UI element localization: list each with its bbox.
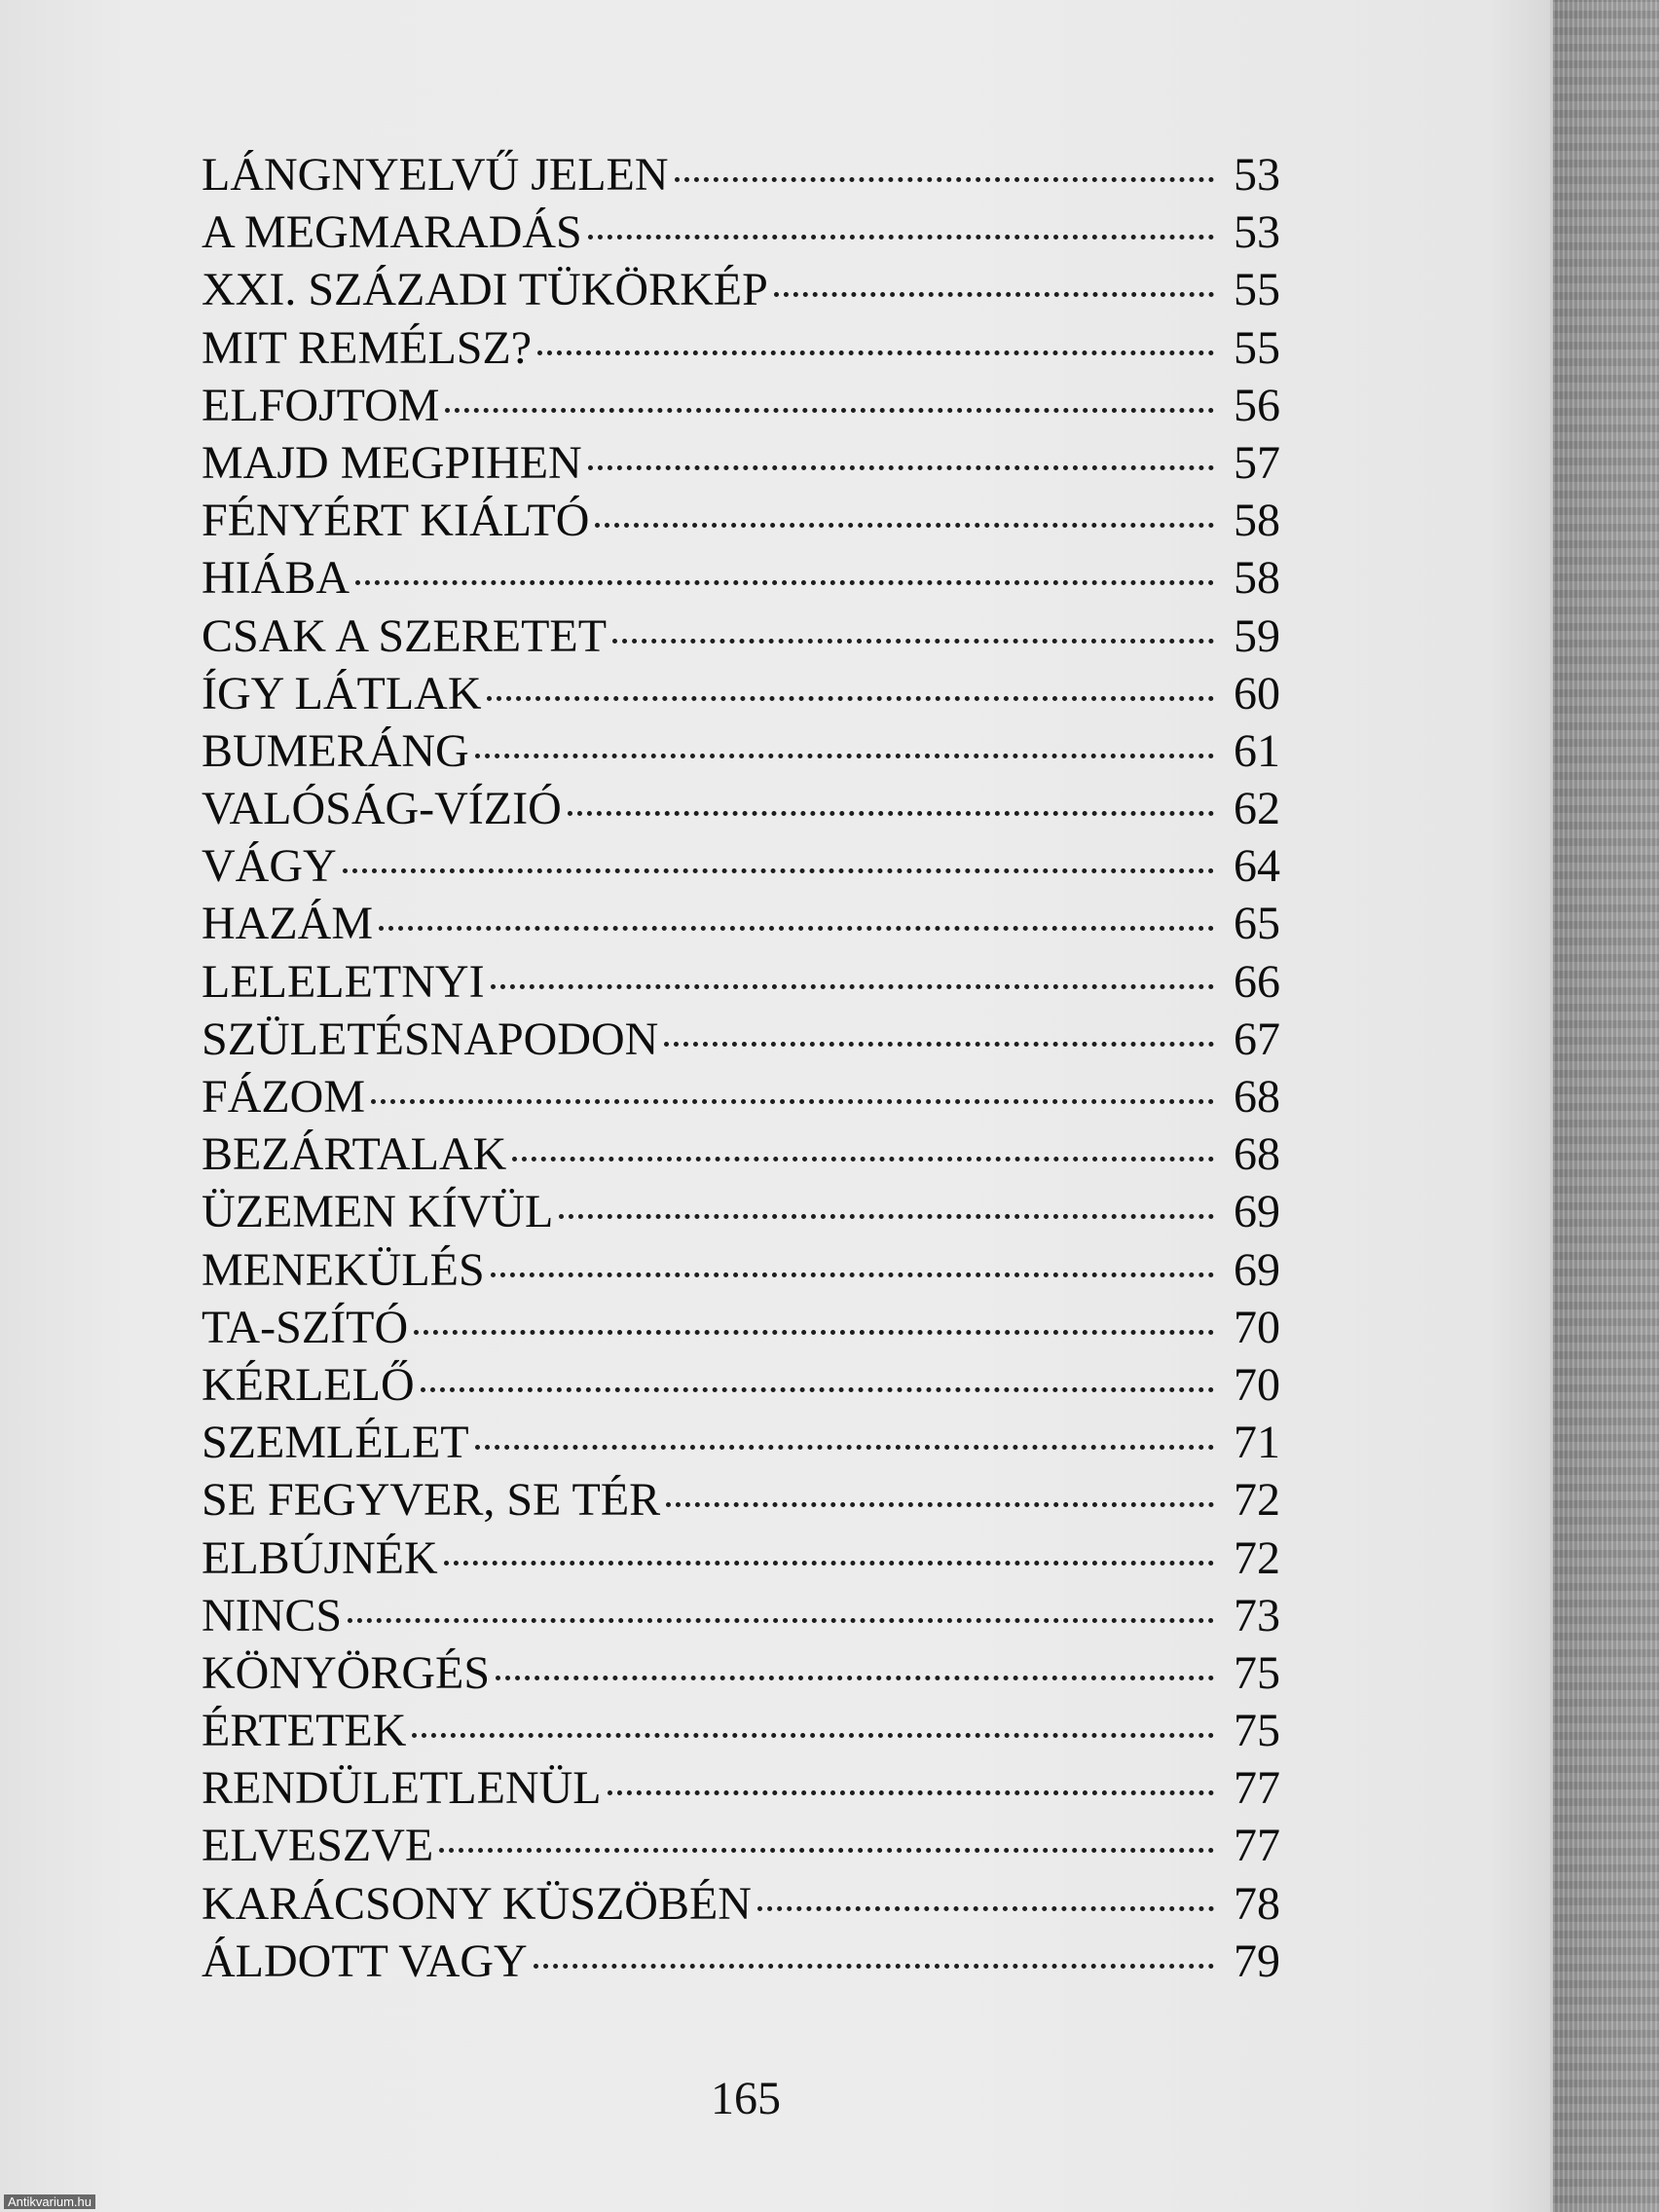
toc-entry-page: 65 <box>1234 898 1280 950</box>
toc-entry <box>202 1759 1280 1817</box>
toc-entry-title: ELVESZVE <box>202 1820 434 1872</box>
toc-entry <box>202 665 1280 722</box>
dot-leader <box>343 868 1214 873</box>
toc-entry-page: 75 <box>1234 1705 1280 1757</box>
toc-entry-page: 66 <box>1234 955 1280 1008</box>
dot-leader <box>568 811 1214 816</box>
toc-entry <box>202 1125 1280 1183</box>
dot-leader <box>414 1330 1214 1335</box>
toc-entry-title: NINCS <box>202 1589 343 1641</box>
toc-entry-page: 72 <box>1234 1474 1280 1527</box>
dot-leader <box>421 1387 1214 1392</box>
toc-entry <box>202 549 1280 607</box>
toc-entry <box>202 203 1280 261</box>
toc-entry-page: 61 <box>1234 724 1280 777</box>
toc-entry-title: KARÁCSONY KÜSZÖBÉN <box>202 1877 752 1930</box>
dot-leader <box>666 1502 1214 1507</box>
dot-leader <box>757 1906 1214 1911</box>
toc-entry-title: ÁLDOTT VAGY <box>202 1935 528 1987</box>
toc-entry-page: 53 <box>1234 206 1280 259</box>
toc-entry <box>202 1587 1280 1644</box>
toc-entry-page: 55 <box>1234 264 1280 316</box>
dot-leader <box>588 235 1214 240</box>
toc-entry-page: 75 <box>1234 1646 1280 1699</box>
toc-entry-title: TA-SZÍTÓ <box>202 1301 409 1353</box>
toc-entry-title: ELFOJTOM <box>202 379 440 431</box>
toc-entry-page: 70 <box>1234 1358 1280 1411</box>
toc-entry <box>202 1299 1280 1356</box>
toc-entry-title: MAJD MEGPIHEN <box>202 436 582 489</box>
toc-entry-page: 58 <box>1234 495 1280 547</box>
dot-leader <box>487 696 1214 701</box>
toc-entry-page: 59 <box>1234 609 1280 662</box>
toc-entry <box>202 1817 1280 1874</box>
toc-entry-page: 77 <box>1234 1820 1280 1872</box>
toc-entry-title: A MEGMARADÁS <box>202 206 582 259</box>
toc-entry-page: 69 <box>1234 1243 1280 1296</box>
toc-entry-title: MIT REMÉLSZ? <box>202 321 533 374</box>
toc-entry <box>202 1644 1280 1702</box>
dot-leader <box>496 1676 1214 1680</box>
toc-entry <box>202 1356 1280 1414</box>
toc-entry-page: 62 <box>1234 783 1280 835</box>
toc-entry-title: KÉRLELŐ <box>202 1358 415 1411</box>
dot-leader <box>475 754 1214 758</box>
dot-leader <box>559 1214 1214 1219</box>
toc-entry <box>202 1068 1280 1125</box>
toc-entry <box>202 1183 1280 1240</box>
dot-leader <box>444 1561 1214 1566</box>
toc-entry-title: VALÓSÁG-VÍZIÓ <box>202 783 562 835</box>
toc-entry <box>202 780 1280 837</box>
toc-entry <box>202 434 1280 492</box>
toc-entry-title: ÍGY LÁTLAK <box>202 667 482 719</box>
dot-leader <box>475 1445 1214 1450</box>
toc-entry <box>202 953 1280 1011</box>
toc-entry-title: SE FEGYVER, SE TÉR <box>202 1474 661 1527</box>
toc-entry-page: 72 <box>1234 1531 1280 1584</box>
toc-entry-page: 78 <box>1234 1877 1280 1930</box>
toc-entry-title: LÁNGNYELVŰ JELEN <box>202 149 669 201</box>
toc-entry-page: 64 <box>1234 840 1280 893</box>
toc-entry <box>202 377 1280 434</box>
toc-entry-page: 68 <box>1234 1071 1280 1123</box>
dot-leader <box>371 1099 1214 1104</box>
toc-entry-title: CSAK A SZERETET <box>202 609 608 662</box>
dot-leader <box>537 350 1214 355</box>
toc-entry-page: 57 <box>1234 436 1280 489</box>
toc-entry-page: 53 <box>1234 149 1280 201</box>
dot-leader <box>355 580 1214 585</box>
watermark: Antikvarium.hu <box>4 2194 95 2209</box>
dot-leader <box>379 926 1214 931</box>
toc-entry <box>202 895 1280 952</box>
dot-leader <box>412 1733 1214 1738</box>
toc-entry-page: 68 <box>1234 1128 1280 1181</box>
toc-entry-title: VÁGY <box>202 840 337 893</box>
table-of-contents <box>202 146 1280 1990</box>
toc-entry-page: 77 <box>1234 1762 1280 1815</box>
dot-leader <box>445 408 1214 413</box>
toc-entry-title: FÁZOM <box>202 1071 366 1123</box>
toc-entry <box>202 146 1280 203</box>
toc-entry-title: XXI. SZÁZADI TÜKÖRKÉP <box>202 264 768 316</box>
dot-leader <box>348 1618 1214 1623</box>
toc-entry <box>202 261 1280 318</box>
dot-leader <box>534 1964 1214 1969</box>
toc-entry-page: 71 <box>1234 1417 1280 1469</box>
toc-entry <box>202 1702 1280 1759</box>
dot-leader <box>664 1042 1214 1047</box>
toc-entry-title: HAZÁM <box>202 898 373 950</box>
toc-entry <box>202 1241 1280 1299</box>
toc-entry-page: 79 <box>1234 1935 1280 1987</box>
toc-entry <box>202 1471 1280 1529</box>
dot-leader <box>612 639 1214 644</box>
toc-entry-title: HIÁBA <box>202 552 350 605</box>
dot-leader <box>675 177 1214 182</box>
toc-entry-title: SZÜLETÉSNAPODON <box>202 1013 659 1065</box>
toc-entry-page: 69 <box>1234 1186 1280 1238</box>
dot-leader <box>491 1272 1214 1277</box>
toc-entry-page: 60 <box>1234 667 1280 719</box>
toc-entry-title: SZEMLÉLET <box>202 1417 469 1469</box>
toc-entry <box>202 837 1280 895</box>
toc-entry-title: ELBÚJNÉK <box>202 1531 438 1584</box>
toc-entry-title: ÉRTETEK <box>202 1705 407 1757</box>
toc-entry-title: RENDÜLETLENÜL <box>202 1762 602 1815</box>
toc-entry <box>202 722 1280 780</box>
toc-entry <box>202 1011 1280 1068</box>
page-number: 165 <box>711 2073 781 2124</box>
dot-leader <box>491 984 1214 989</box>
toc-entry-page: 70 <box>1234 1301 1280 1353</box>
toc-entry <box>202 1414 1280 1471</box>
toc-entry-page: 55 <box>1234 321 1280 374</box>
toc-entry-page: 56 <box>1234 379 1280 431</box>
toc-entry-title: MENEKÜLÉS <box>202 1243 485 1296</box>
toc-entry-page: 67 <box>1234 1013 1280 1065</box>
toc-entry-title: BEZÁRTALAK <box>202 1128 507 1181</box>
toc-entry <box>202 492 1280 549</box>
dot-leader <box>512 1157 1214 1161</box>
toc-entry-title: ÜZEMEN KÍVÜL <box>202 1186 554 1238</box>
book-page-edges <box>1550 0 1659 2212</box>
toc-entry-title: KÖNYÖRGÉS <box>202 1646 491 1699</box>
dot-leader <box>774 292 1214 297</box>
toc-entry <box>202 1875 1280 1933</box>
toc-entry-title: FÉNYÉRT KIÁLTÓ <box>202 495 590 547</box>
dot-leader <box>608 1790 1214 1795</box>
toc-entry <box>202 1933 1280 1990</box>
toc-entry-page: 73 <box>1234 1589 1280 1641</box>
toc-entry <box>202 319 1280 377</box>
toc-entry-title: BUMERÁNG <box>202 724 469 777</box>
toc-entry-page: 58 <box>1234 552 1280 605</box>
dot-leader <box>588 465 1214 470</box>
toc-entry <box>202 608 1280 665</box>
toc-entry-title: LELELETNYI <box>202 955 485 1008</box>
toc-entry <box>202 1530 1280 1587</box>
dot-leader <box>595 523 1214 528</box>
dot-leader <box>439 1848 1214 1853</box>
